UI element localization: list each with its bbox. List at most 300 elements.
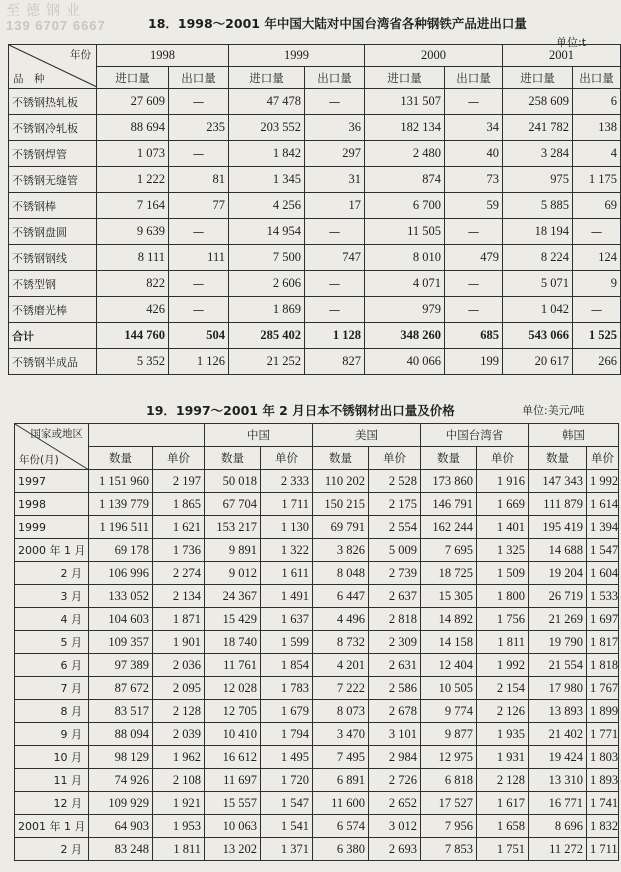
import-value: 1 222 bbox=[97, 167, 169, 193]
table19-title: 19．1997～2001 年 2 月日本不锈钢材出口量及价格 bbox=[146, 403, 455, 418]
table18-year-header: 2000 bbox=[365, 45, 503, 67]
table19-sub-qty: 数量 bbox=[89, 447, 153, 470]
quantity-value: 87 672 bbox=[89, 677, 153, 700]
import-value: 11 505 bbox=[365, 219, 445, 245]
export-value: — bbox=[169, 271, 229, 297]
unit-price-value: 2 554 bbox=[369, 516, 421, 539]
quantity-value: 21 402 bbox=[529, 723, 587, 746]
export-value: 4 bbox=[573, 141, 621, 167]
table-row bbox=[15, 539, 619, 562]
unit-price-value: 1 992 bbox=[477, 654, 529, 677]
table-row bbox=[15, 470, 619, 493]
quantity-value: 69 178 bbox=[89, 539, 153, 562]
export-value: 59 bbox=[445, 193, 503, 219]
quantity-value: 147 343 bbox=[529, 470, 587, 493]
table18-sub-import: 进口量 bbox=[503, 67, 573, 89]
table18-title: 18．1998～2001 年中国大陆对中国台湾省各种钢铁产品进出口量 bbox=[148, 16, 527, 31]
period-label: 4 月 bbox=[15, 608, 89, 631]
quantity-value: 11 697 bbox=[205, 769, 261, 792]
unit-price-value: 1 720 bbox=[261, 769, 313, 792]
quantity-value: 11 600 bbox=[313, 792, 369, 815]
unit-price-value: 2 095 bbox=[153, 677, 205, 700]
period-label: 5 月 bbox=[15, 631, 89, 654]
export-value: — bbox=[305, 219, 365, 245]
import-value: 18 194 bbox=[503, 219, 573, 245]
table19-sub-qty: 数量 bbox=[205, 447, 261, 470]
quantity-value: 12 404 bbox=[421, 654, 477, 677]
import-value: 1 869 bbox=[229, 297, 305, 323]
quantity-value: 7 853 bbox=[421, 838, 477, 861]
import-value: 1 842 bbox=[229, 141, 305, 167]
quantity-value: 10 505 bbox=[421, 677, 477, 700]
unit-price-value: 2 631 bbox=[369, 654, 421, 677]
quantity-value: 19 204 bbox=[529, 562, 587, 585]
export-value: — bbox=[573, 297, 621, 323]
table19-corner bbox=[15, 424, 89, 470]
export-value: 34 bbox=[445, 115, 503, 141]
import-value: 47 478 bbox=[229, 89, 305, 115]
table-row bbox=[15, 493, 619, 516]
period-label: 8 月 bbox=[15, 700, 89, 723]
export-value: 81 bbox=[169, 167, 229, 193]
import-value: 822 bbox=[97, 271, 169, 297]
table19-corner-period: 年份(月) bbox=[19, 454, 59, 466]
quantity-value: 19 790 bbox=[529, 631, 587, 654]
table18-corner-product: 品 种 bbox=[13, 73, 45, 85]
export-value: — bbox=[445, 89, 503, 115]
quantity-value: 64 903 bbox=[89, 815, 153, 838]
table19-sub-price: 单价 bbox=[477, 447, 529, 470]
table19-region-header: 美国 bbox=[313, 424, 421, 447]
import-value: 9 639 bbox=[97, 219, 169, 245]
table-row bbox=[15, 654, 619, 677]
quantity-value: 9 774 bbox=[421, 700, 477, 723]
unit-price-value: 1 637 bbox=[261, 608, 313, 631]
table-row bbox=[9, 115, 621, 141]
unit-price-value: 1 325 bbox=[477, 539, 529, 562]
table19 bbox=[14, 423, 619, 861]
unit-price-value: 1 491 bbox=[261, 585, 313, 608]
table19-sub-row bbox=[15, 447, 619, 470]
table-row bbox=[15, 677, 619, 700]
unit-price-value: 1 604 bbox=[587, 562, 619, 585]
import-value: 348 260 bbox=[365, 323, 445, 349]
unit-price-value: 1 871 bbox=[153, 608, 205, 631]
table18-year-header: 1999 bbox=[229, 45, 365, 67]
period-label: 3 月 bbox=[15, 585, 89, 608]
product-name: 不锈磨光棒 bbox=[9, 297, 97, 323]
quantity-value: 12 705 bbox=[205, 700, 261, 723]
table18-corner-year: 年份 bbox=[70, 49, 91, 61]
table-row bbox=[9, 245, 621, 271]
quantity-value: 67 704 bbox=[205, 493, 261, 516]
table-row bbox=[15, 562, 619, 585]
unit-price-value: 1 818 bbox=[587, 654, 619, 677]
import-value: 1 073 bbox=[97, 141, 169, 167]
quantity-value: 106 996 bbox=[89, 562, 153, 585]
unit-price-value: 2 309 bbox=[369, 631, 421, 654]
quantity-value: 6 447 bbox=[313, 585, 369, 608]
quantity-value: 6 380 bbox=[313, 838, 369, 861]
unit-price-value: 1 916 bbox=[477, 470, 529, 493]
unit-price-value: 1 322 bbox=[261, 539, 313, 562]
import-value: 1 042 bbox=[503, 297, 573, 323]
unit-price-value: 1 865 bbox=[153, 493, 205, 516]
table19-sub-price: 单价 bbox=[153, 447, 205, 470]
export-value: 1 175 bbox=[573, 167, 621, 193]
table-row bbox=[15, 608, 619, 631]
export-value: — bbox=[445, 219, 503, 245]
quantity-value: 24 367 bbox=[205, 585, 261, 608]
table-row bbox=[15, 746, 619, 769]
table18-sub-export: 出口量 bbox=[445, 67, 503, 89]
unit-price-value: 2 693 bbox=[369, 838, 421, 861]
table18-sub-import: 进口量 bbox=[97, 67, 169, 89]
table-row bbox=[15, 700, 619, 723]
quantity-value: 6 891 bbox=[313, 769, 369, 792]
unit-price-value: 1 767 bbox=[587, 677, 619, 700]
unit-price-value: 1 614 bbox=[587, 493, 619, 516]
quantity-value: 8 073 bbox=[313, 700, 369, 723]
import-value: 2 480 bbox=[365, 141, 445, 167]
quantity-value: 17 980 bbox=[529, 677, 587, 700]
import-value: 182 134 bbox=[365, 115, 445, 141]
table-row bbox=[15, 631, 619, 654]
quantity-value: 18 740 bbox=[205, 631, 261, 654]
unit-price-value: 2 197 bbox=[153, 470, 205, 493]
quantity-value: 74 926 bbox=[89, 769, 153, 792]
unit-price-value: 1 800 bbox=[477, 585, 529, 608]
export-value: 266 bbox=[573, 349, 621, 375]
import-value: 5 352 bbox=[97, 349, 169, 375]
unit-price-value: 1 756 bbox=[477, 608, 529, 631]
table-row bbox=[9, 167, 621, 193]
quantity-value: 111 879 bbox=[529, 493, 587, 516]
unit-price-value: 2 528 bbox=[369, 470, 421, 493]
import-value: 88 694 bbox=[97, 115, 169, 141]
table-row bbox=[15, 585, 619, 608]
export-value: 235 bbox=[169, 115, 229, 141]
table19-total-header-blank bbox=[89, 424, 205, 447]
table18-sub-export: 出口量 bbox=[573, 67, 621, 89]
export-value: — bbox=[573, 219, 621, 245]
unit-price-value: 1 697 bbox=[587, 608, 619, 631]
export-value: — bbox=[169, 219, 229, 245]
period-label: 2 月 bbox=[15, 562, 89, 585]
period-label: 6 月 bbox=[15, 654, 89, 677]
export-value: 297 bbox=[305, 141, 365, 167]
period-label: 12 月 bbox=[15, 792, 89, 815]
table-row bbox=[15, 792, 619, 815]
unit-price-value: 1 541 bbox=[261, 815, 313, 838]
table18-year-header: 2001 bbox=[503, 45, 621, 67]
unit-price-value: 1 803 bbox=[587, 746, 619, 769]
quantity-value: 4 201 bbox=[313, 654, 369, 677]
quantity-value: 8 048 bbox=[313, 562, 369, 585]
table-row bbox=[15, 769, 619, 792]
unit-price-value: 2 678 bbox=[369, 700, 421, 723]
unit-price-value: 1 495 bbox=[261, 746, 313, 769]
table18-sub-row bbox=[9, 67, 621, 89]
import-value: 543 066 bbox=[503, 323, 573, 349]
export-value: 36 bbox=[305, 115, 365, 141]
quantity-value: 133 052 bbox=[89, 585, 153, 608]
export-value: 6 bbox=[573, 89, 621, 115]
import-value: 874 bbox=[365, 167, 445, 193]
table18-sub-export: 出口量 bbox=[169, 67, 229, 89]
unit-price-value: 1 751 bbox=[477, 838, 529, 861]
unit-price-value: 1 401 bbox=[477, 516, 529, 539]
import-value: 7 164 bbox=[97, 193, 169, 219]
quantity-value: 173 860 bbox=[421, 470, 477, 493]
unit-price-value: 1 509 bbox=[477, 562, 529, 585]
quantity-value: 11 272 bbox=[529, 838, 587, 861]
quantity-value: 17 527 bbox=[421, 792, 477, 815]
unit-price-value: 5 009 bbox=[369, 539, 421, 562]
unit-price-value: 1 931 bbox=[477, 746, 529, 769]
quantity-value: 4 496 bbox=[313, 608, 369, 631]
table19-region-header: 韩国 bbox=[529, 424, 619, 447]
unit-price-value: 1 962 bbox=[153, 746, 205, 769]
export-value: 73 bbox=[445, 167, 503, 193]
table-row bbox=[15, 838, 619, 861]
period-label: 1998 bbox=[15, 493, 89, 516]
unit-price-value: 2 154 bbox=[477, 677, 529, 700]
table19-body bbox=[15, 424, 619, 861]
import-value: 241 782 bbox=[503, 115, 573, 141]
import-value: 258 609 bbox=[503, 89, 573, 115]
quantity-value: 14 892 bbox=[421, 608, 477, 631]
unit-price-value: 1 854 bbox=[261, 654, 313, 677]
unit-price-value: 2 586 bbox=[369, 677, 421, 700]
table-row bbox=[9, 271, 621, 297]
import-value: 4 071 bbox=[365, 271, 445, 297]
import-value: 27 609 bbox=[97, 89, 169, 115]
quantity-value: 7 495 bbox=[313, 746, 369, 769]
quantity-value: 8 732 bbox=[313, 631, 369, 654]
table19-corner-region: 国家或地区 bbox=[30, 428, 83, 440]
product-name: 不锈型钢 bbox=[9, 271, 97, 297]
table-row bbox=[9, 323, 621, 349]
table18 bbox=[8, 44, 621, 375]
quantity-value: 110 202 bbox=[313, 470, 369, 493]
quantity-value: 21 554 bbox=[529, 654, 587, 677]
quantity-value: 13 202 bbox=[205, 838, 261, 861]
period-label: 1997 bbox=[15, 470, 89, 493]
quantity-value: 13 893 bbox=[529, 700, 587, 723]
quantity-value: 10 410 bbox=[205, 723, 261, 746]
import-value: 21 252 bbox=[229, 349, 305, 375]
quantity-value: 50 018 bbox=[205, 470, 261, 493]
unit-price-value: 2 652 bbox=[369, 792, 421, 815]
table19-sub-price: 单价 bbox=[587, 447, 619, 470]
unit-price-value: 1 621 bbox=[153, 516, 205, 539]
watermark-phone: 139 6707 6667 bbox=[6, 18, 106, 33]
quantity-value: 11 761 bbox=[205, 654, 261, 677]
table19-sub-qty: 数量 bbox=[529, 447, 587, 470]
import-value: 5 071 bbox=[503, 271, 573, 297]
export-value: 1 126 bbox=[169, 349, 229, 375]
unit-price-value: 1 617 bbox=[477, 792, 529, 815]
quantity-value: 3 470 bbox=[313, 723, 369, 746]
product-name: 不锈钢半成品 bbox=[9, 349, 97, 375]
quantity-value: 9 891 bbox=[205, 539, 261, 562]
import-value: 203 552 bbox=[229, 115, 305, 141]
unit-price-value: 1 771 bbox=[587, 723, 619, 746]
import-value: 144 760 bbox=[97, 323, 169, 349]
unit-price-value: 1 130 bbox=[261, 516, 313, 539]
quantity-value: 146 791 bbox=[421, 493, 477, 516]
unit-price-value: 2 128 bbox=[153, 700, 205, 723]
unit-price-value: 1 658 bbox=[477, 815, 529, 838]
export-value: — bbox=[169, 89, 229, 115]
export-value: 31 bbox=[305, 167, 365, 193]
quantity-value: 19 424 bbox=[529, 746, 587, 769]
unit-price-value: 1 533 bbox=[587, 585, 619, 608]
quantity-value: 104 603 bbox=[89, 608, 153, 631]
quantity-value: 1 139 779 bbox=[89, 493, 153, 516]
export-value: — bbox=[169, 141, 229, 167]
unit-price-value: 1 599 bbox=[261, 631, 313, 654]
export-value: 504 bbox=[169, 323, 229, 349]
product-name: 不锈钢棒 bbox=[9, 193, 97, 219]
quantity-value: 9 877 bbox=[421, 723, 477, 746]
unit-price-value: 1 899 bbox=[587, 700, 619, 723]
export-value: — bbox=[305, 271, 365, 297]
import-value: 285 402 bbox=[229, 323, 305, 349]
import-value: 20 617 bbox=[503, 349, 573, 375]
unit-price-value: 1 783 bbox=[261, 677, 313, 700]
export-value: 40 bbox=[445, 141, 503, 167]
quantity-value: 150 215 bbox=[313, 493, 369, 516]
quantity-value: 18 725 bbox=[421, 562, 477, 585]
table19-region-header: 中国 bbox=[205, 424, 313, 447]
quantity-value: 6 574 bbox=[313, 815, 369, 838]
table18-corner bbox=[9, 45, 97, 89]
import-value: 4 256 bbox=[229, 193, 305, 219]
product-name: 不锈钢无缝管 bbox=[9, 167, 97, 193]
unit-price-value: 1 394 bbox=[587, 516, 619, 539]
import-value: 8 224 bbox=[503, 245, 573, 271]
unit-price-value: 1 921 bbox=[153, 792, 205, 815]
unit-price-value: 1 741 bbox=[587, 792, 619, 815]
quantity-value: 7 695 bbox=[421, 539, 477, 562]
watermark bbox=[6, 2, 126, 34]
quantity-value: 16 771 bbox=[529, 792, 587, 815]
quantity-value: 13 310 bbox=[529, 769, 587, 792]
quantity-value: 14 158 bbox=[421, 631, 477, 654]
table-row bbox=[9, 193, 621, 219]
export-value: 199 bbox=[445, 349, 503, 375]
export-value: 1 525 bbox=[573, 323, 621, 349]
unit-price-value: 2 274 bbox=[153, 562, 205, 585]
period-label: 2001 年 1 月 bbox=[15, 815, 89, 838]
export-value: 77 bbox=[169, 193, 229, 219]
export-value: 9 bbox=[573, 271, 621, 297]
import-value: 14 954 bbox=[229, 219, 305, 245]
unit-price-value: 1 893 bbox=[587, 769, 619, 792]
unit-price-value: 2 739 bbox=[369, 562, 421, 585]
quantity-value: 21 269 bbox=[529, 608, 587, 631]
unit-price-value: 3 012 bbox=[369, 815, 421, 838]
period-label: 11 月 bbox=[15, 769, 89, 792]
quantity-value: 83 248 bbox=[89, 838, 153, 861]
unit-price-value: 2 134 bbox=[153, 585, 205, 608]
unit-price-value: 2 175 bbox=[369, 493, 421, 516]
unit-price-value: 1 611 bbox=[261, 562, 313, 585]
table19-sub-price: 单价 bbox=[261, 447, 313, 470]
table-row bbox=[9, 219, 621, 245]
table18-sub-import: 进口量 bbox=[229, 67, 305, 89]
period-label: 2 月 bbox=[15, 838, 89, 861]
period-label: 1999 bbox=[15, 516, 89, 539]
table18-sub-export: 出口量 bbox=[305, 67, 365, 89]
unit-price-value: 2 128 bbox=[477, 769, 529, 792]
table19-region-row bbox=[15, 424, 619, 447]
table-row bbox=[9, 349, 621, 375]
quantity-value: 15 305 bbox=[421, 585, 477, 608]
quantity-value: 10 063 bbox=[205, 815, 261, 838]
quantity-value: 98 129 bbox=[89, 746, 153, 769]
product-name: 合计 bbox=[9, 323, 97, 349]
quantity-value: 15 429 bbox=[205, 608, 261, 631]
unit-price-value: 1 901 bbox=[153, 631, 205, 654]
product-name: 不锈钢冷轧板 bbox=[9, 115, 97, 141]
table18-body bbox=[9, 45, 621, 375]
import-value: 40 066 bbox=[365, 349, 445, 375]
unit-price-value: 1 992 bbox=[587, 470, 619, 493]
import-value: 426 bbox=[97, 297, 169, 323]
unit-price-value: 1 811 bbox=[477, 631, 529, 654]
quantity-value: 12 975 bbox=[421, 746, 477, 769]
watermark-company: 至德钢业 bbox=[6, 2, 86, 18]
unit-price-value: 2 126 bbox=[477, 700, 529, 723]
export-value: 138 bbox=[573, 115, 621, 141]
unit-price-value: 1 547 bbox=[261, 792, 313, 815]
quantity-value: 109 357 bbox=[89, 631, 153, 654]
unit-price-value: 1 736 bbox=[153, 539, 205, 562]
unit-price-value: 1 817 bbox=[587, 631, 619, 654]
product-name: 不锈钢焊管 bbox=[9, 141, 97, 167]
unit-price-value: 2 818 bbox=[369, 608, 421, 631]
import-value: 7 500 bbox=[229, 245, 305, 271]
quantity-value: 9 012 bbox=[205, 562, 261, 585]
table-row bbox=[9, 141, 621, 167]
export-value: — bbox=[305, 89, 365, 115]
unit-price-value: 1 669 bbox=[477, 493, 529, 516]
quantity-value: 12 028 bbox=[205, 677, 261, 700]
export-value: — bbox=[169, 297, 229, 323]
import-value: 1 345 bbox=[229, 167, 305, 193]
unit-price-value: 2 637 bbox=[369, 585, 421, 608]
unit-price-value: 3 101 bbox=[369, 723, 421, 746]
table18-unit: 单位:t bbox=[556, 36, 587, 49]
unit-price-value: 2 726 bbox=[369, 769, 421, 792]
quantity-value: 7 222 bbox=[313, 677, 369, 700]
export-value: 124 bbox=[573, 245, 621, 271]
unit-price-value: 2 108 bbox=[153, 769, 205, 792]
export-value: — bbox=[305, 297, 365, 323]
import-value: 6 700 bbox=[365, 193, 445, 219]
import-value: 975 bbox=[503, 167, 573, 193]
unit-price-value: 1 371 bbox=[261, 838, 313, 861]
quantity-value: 26 719 bbox=[529, 585, 587, 608]
quantity-value: 14 688 bbox=[529, 539, 587, 562]
export-value: — bbox=[445, 297, 503, 323]
table-row bbox=[15, 723, 619, 746]
unit-price-value: 2 036 bbox=[153, 654, 205, 677]
period-label: 7 月 bbox=[15, 677, 89, 700]
